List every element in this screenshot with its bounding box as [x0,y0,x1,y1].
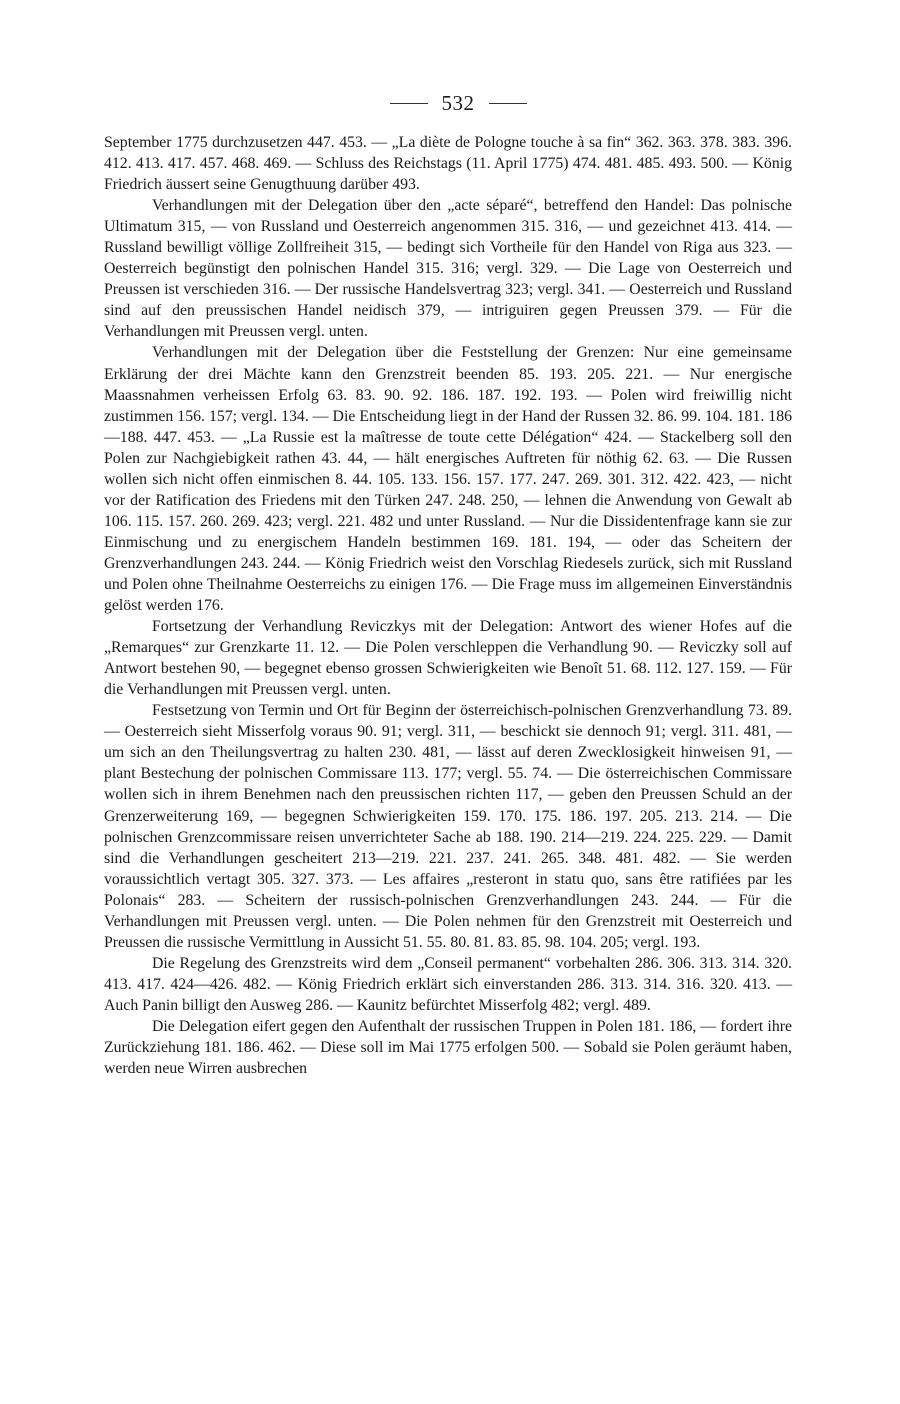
paragraph-border-negotiations: Verhandlungen mit der Delegation über die Feststellung der Grenzen: Nur eine gemeinsame Erklärung der drei Mächte kann den Grenzstreit beenden 85. 193. 205. 221. — Nur energische Maassnahmen verheissen Erfolg 63. 83. 90. 92. 186. 187. 192. 193. — Polen wird freiwillig nicht zustimmen 156. 157; vergl. 134. — Die Entscheidung liegt in der Hand der Russen 32. 86. 99. 104. 181. 186—188. 447. 453. — „La Russie est la maîtresse de toute cette Délégation“ 424. — Stackelberg soll den Polen zur Nachgiebigkeit rathen 43. 44, — hält energisches Auftreten für nöthig 62. 63. — Die Russen wollen sich nicht offen einmischen 8. 44. 105. 133. 156. 157. 177. 247. 269. 301. 312. 422. 423, — nicht vor der Ratification des Friedens mit den Türken 247. 248. 250, — lehnen die Anwendung von Gewalt ab 106. 115. 157. 260. 269. 423; vergl. 221. 482 und unter Russland. — Nur die Dissidentenfrage kann sie zur Einmischung und zu energischem Handeln bestimmen 169. 181. 194, — oder das Scheitern der Grenzverhandlungen 243. 244. — König Friedrich weist den Vorschlag Riedesels zurück, sich mit Russland und Polen ohne Theilnahme Oesterreichs zu einigen 176. — Die Frage muss im allgemeinen Einverständnis gelöst werden 176. [104,344,792,615]
book-page [104,86,792,1079]
paragraph-russian-troops: Die Delegation eifert gegen den Aufenthalt der russischen Truppen in Polen 181. 186, — fordert ihre Zurückziehung 181. 186. 462. — Diese soll im Mai 1775 erfolgen 500. — Sobald sie Polen geräumt haben, werden neue Wirren ausbrechen [104,1017,792,1078]
paragraph-austrian-polish-border: Festsetzung von Termin und Ort für Beginn der österreichisch-polnischen Grenzverhandlung 73. 89. — Oesterreich sieht Misserfolg voraus 90. 91; vergl. 311, — beschickt sie dennoch 91; vergl. 311. 481, — um sich an den Theilungsvertrag zu halten 230. 481, — lässt auf deren Zwecklosigkeit hinweisen 91, — plant Bestechung der polnischen Commissare 113. 177; vergl. 55. 74. — Die österreichischen Commissare wollen sich in ihrem Benehmen nach den preussischen richten 117, — geben den Preussen Schuld an der Grenzerweiterung 169, — begegnen Schwierigkeiten 159. 170. 175. 186. 197. 205. 213. 214. — Die polnischen Grenzcommissare reisen unverrichteter Sache ab 188. 190. 214—219. 224. 225. 229. — Damit sind die Verhandlungen gescheitert 213—219. 221. 237. 241. 265. 348. 481. 482. — Sie werden voraussichtlich vertagt 305. 327. 373. — Les affaires „resteront in statu quo, sans être ratifiées par les Polonais“ 283. — Scheitern der russisch-polnischen Grenzverhandlungen 243. 244. — Für die Verhandlungen mit Preussen vergl. unten. — Die Polen nehmen für den Grenzstreit mit Oesterreich und Preussen die russische Vermittlung in Aussicht 51. 55. 80. 81. 83. 85. 98. 104. 205; vergl. 193. [104,702,792,951]
header-rule-left [390,103,428,104]
page-number: 532 [441,90,475,115]
header-rule-right [489,103,527,104]
paragraph-trade-negotiations: Verhandlungen mit der Delegation über den „acte séparé“, betreffend den Handel: Das polnische Ultimatum 315, — von Russland und Oesterreich angenommen 315. 316, — und gezeichnet 413. 414. — Russland bewilligt völlige Zollfreiheit 315, — bedingt sich Vortheile für den Handel von Riga aus 323. — Oesterreich begünstigt den polnischen Handel 315. 316; vergl. 329. — Die Lage von Oesterreich und Preussen ist verschieden 316. — Der russische Handelsvertrag 323; vergl. 341. — Oesterreich und Russland sind auf den preussischen Handel neidisch 379, — intriguiren gegen Preussen 379. — Für die Verhandlungen mit Preussen vergl. unten. [104,197,792,341]
paragraph-conseil-permanent: Die Regelung des Grenzstreits wird dem „Conseil permanent“ vorbehalten 286. 306. 313. 314. 320. 413. 417. 424—426. 482. — König Friedrich erklärt sich einverstanden 286. 313. 314. 316. 320. 413. — Auch Panin billigt den Ausweg 286. — Kaunitz befürchtet Misserfolg 482; vergl. 489. [104,954,792,1014]
index-text [104,132,792,1079]
page-header [124,86,792,120]
paragraph-continuation: September 1775 durchzusetzen 447. 453. — „La diète de Pologne touche à sa fin“ 362. 363. 378. 383. 396. 412. 413. 417. 457. 468. 469. — Schluss des Reichstags (11. April 1775) 474. 481. 485. 493. 500. — König Friedrich äussert seine Genugthuung darüber 493. [104,134,792,194]
paragraph-reviczky-negotiations: Fortsetzung der Verhandlung Reviczkys mit der Delegation: Antwort des wiener Hofes auf die „Remarques“ zur Grenzkarte 11. 12. — Die Polen verschleppen die Verhandlung 90. — Reviczky soll auf Antwort bestehen 90, — begegnet ebenso grossen Schwierigkeiten wie Benoît 51. 68. 112. 127. 159. — Für die Verhandlungen mit Preussen vergl. unten. [104,618,792,699]
